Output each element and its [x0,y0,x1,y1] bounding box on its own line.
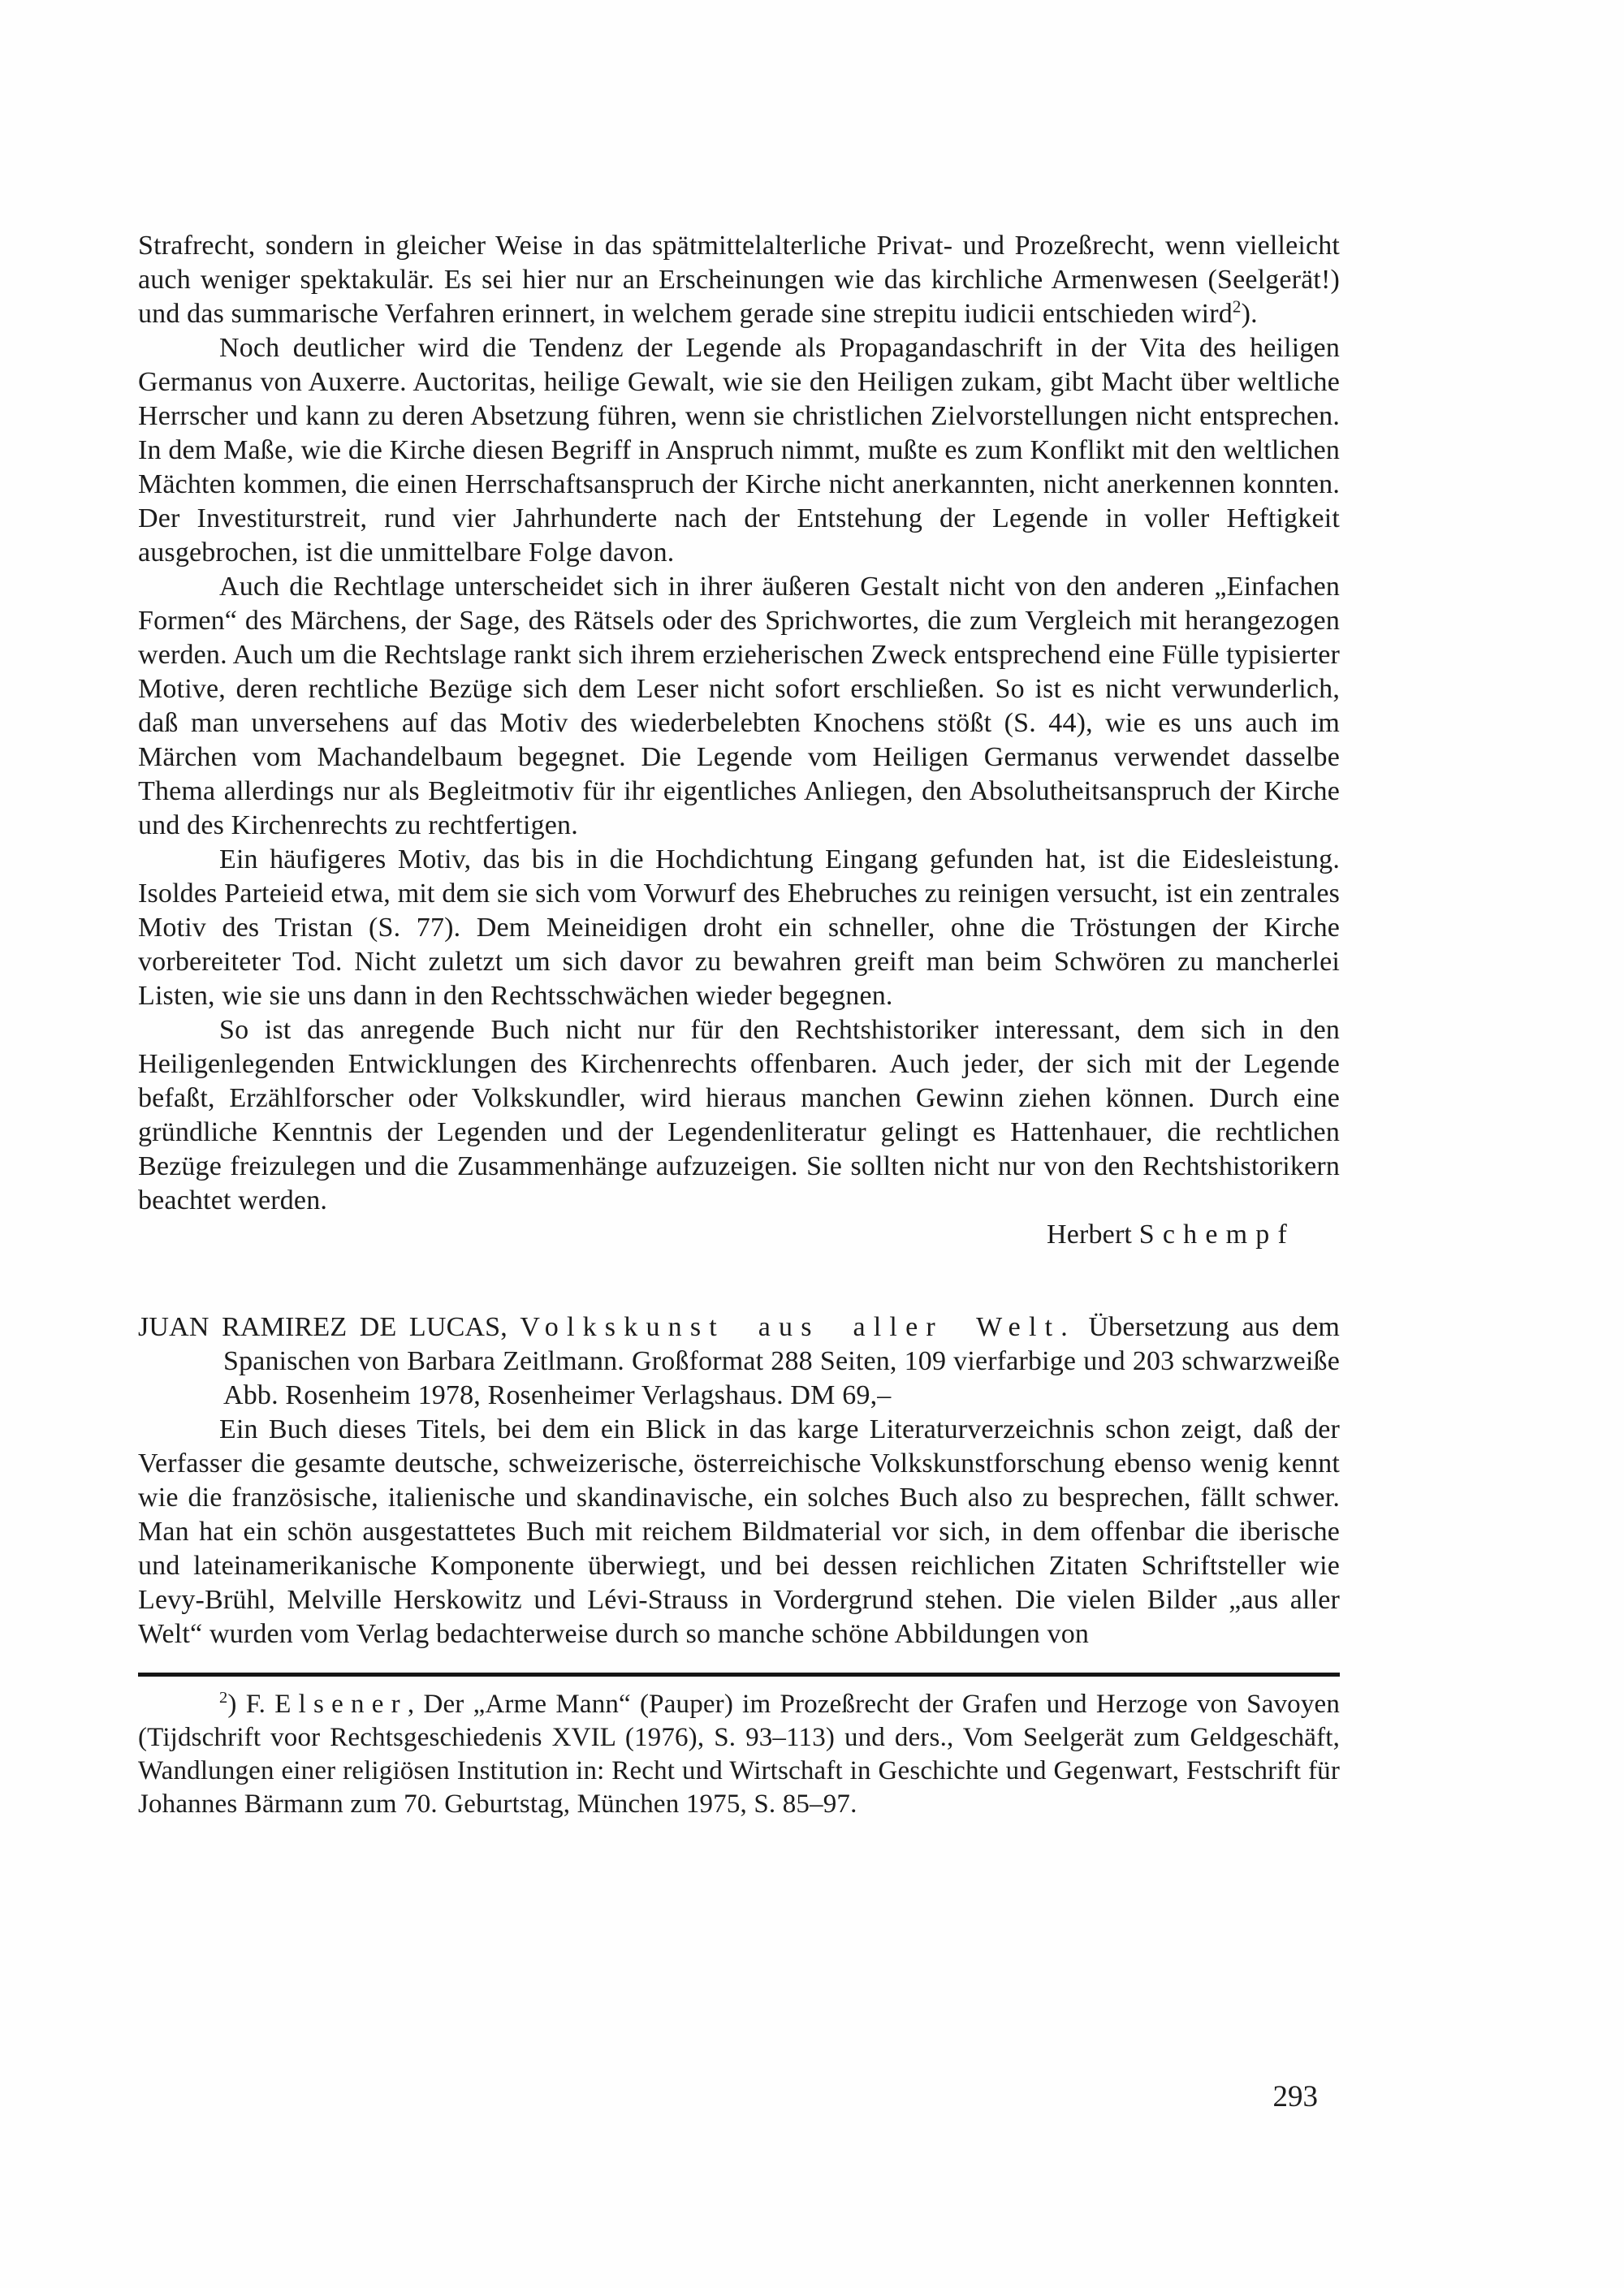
reviewer-given-name: Herbert [1047,1220,1133,1250]
reviewer-family-name: Schempf [1138,1220,1295,1250]
paragraph-fazit: So ist das anregende Buch nicht nur für den Rechtshistoriker interessant, dem sich in den Heiligenlegenden Entwicklungen des Kirchenrechts offenbaren. Auch jeder, der sich mit der Legende befaßt, Erzählforscher oder Volkskundler, wird hieraus manchen Gewinn ziehen können. Durch eine gründliche Kenntnis der Legenden und der Legendenliteratur gelingt es Hattenhauer, die rechtlichen Bezüge freizulegen und die Zusammenhänge aufzuzeigen. Sie sollten nicht nur von den Rechtshistorikern beachtet werden. [138,1015,1340,1215]
footnote-marker: 2 [219,1689,228,1707]
paragraph-rechtlage: Auch die Rechtlage unterscheidet sich in ihrer äußeren Gestalt nicht von den anderen „Einfachen Formen“ des Märchens, der Sage, des Rätsels oder des Sprichwortes, die zum Vergleich mit herangezogen werden. Auch um die Rechtslage rankt sich ihrem erzieherischen Zweck entsprechend eine Fülle typisierter Motive, deren rechtliche Bezüge sich dem Leser nicht sofort erschließen. So ist es nicht verwunderlich, daß man unversehens auf das Motiv des wiederbelebten Knochens stößt (S. 44), wie es uns auch im Märchen vom Machandelbaum begegnet. Die Legende vom Heiligen Germanus verwendet dasselbe Thema allerdings nur als Begleitmotiv für ihr eigentliches Anliegen, den Absolutheitsanspruch der Kirche und des Kirchenrechts zu rechtfertigen. [138,572,1340,840]
footnote-marker-paren: ) [227,1690,237,1719]
paragraph-vita-germanus: Noch deutlicher wird die Tendenz der Legende als Propagandaschrift in der Vita des heiligen Germanus von Auxerre. Auctoritas, heilige Gewalt, wie sie den Heiligen zukam, gibt Macht über weltliche Herrscher und kann zu deren Absetzung führen, wenn sie christlichen Zielvorstellungen nicht entsprechen. In dem Maße, wie die Kirche diesen Begriff in Anspruch nimmt, mußte es zum Konflikt mit den weltlichen Mächten kommen, die einen Herrschaftsanspruch der Kirche nicht anerkannten, nicht anerkennen konnten. Der Investiturstreit, rund vier Jahrhunderte nach der Entstehung der Legende in voller Heftigkeit ausgebrochen, ist die unmittelbare Folge davon. [138,333,1340,568]
footnote-divider [138,1673,1340,1677]
paragraph-continuation-text: Strafrecht, sondern in gleicher Weise in das spätmittelalterliche Privat- und Prozeßrecht, wenn vielleicht auch weniger spektakulär. Es sei hier nur an Erscheinungen wie das kirchliche Armenwesen (Seelgerät!) und das summarische Verfahren erinnert, in welchem gerade sine strepitu iudicii entschieden wird [138,231,1340,329]
footnote-reference-2: 2 [1232,296,1242,317]
reviewer-signature [138,1218,1340,1252]
review-bibliographic-details: Übersetzung aus dem Spanischen von Barbara Zeitlmann. Großformat 288 Seiten, 109 vierfarbige und 203 schwarzweiße Abb. Rosenheim 1978, Rosenheimer Verlagshaus. DM 69,– [223,1312,1341,1410]
page-number: 293 [1272,2080,1318,2113]
text-column [138,229,1340,1821]
review-author: JUAN RAMIREZ DE LUCAS, [138,1312,508,1342]
review-title: Volkskunst aus aller Welt. [520,1312,1076,1342]
paragraph-continuation-tail: ). [1241,299,1258,329]
paragraph-continuation [138,229,1340,331]
paragraph-ein-buch: Ein Buch dieses Titels, bei dem ein Blick in das karge Literaturverzeichnis schon zeigt, daß der Verfasser die gesamte deutsche, schweizerische, österreichische Volkskunstforschung ebenso wenig kennt wie die französische, italienische und skandinavische, ein solches Buch also zu besprechen, fällt schwer. Man hat ein schön ausgestattetes Buch mit reichem Bildmaterial vor sich, in dem offenbar die iberische und lateinamerikanische Komponente überwiegt, und bei dessen reichlichen Zitaten Schriftsteller wie Levy-Brühl, Melville Herskowitz und Lévi-Strauss in Vordergrund stehen. Die vielen Bilder „aus aller Welt“ wurden vom Verlag bedachterweise durch so manche schöne Abbildungen von [138,1414,1340,1649]
footnote-author-initial: F. [245,1690,266,1719]
footnote-2 [138,1688,1340,1821]
review-heading [138,1310,1340,1413]
footnote-author-name: Elsener [274,1690,408,1719]
paragraph-eidesleistung: Ein häufigeres Motiv, das bis in die Hochdichtung Eingang gefunden hat, ist die Eidesleistung. Isoldes Parteieid etwa, mit dem sie sich vom Vorwurf des Ehebruches zu reinigen versucht, ist ein zentrales Motiv des Tristan (S. 77). Dem Meineidigen droht ein schneller, ohne die Tröstungen der Kirche vorbereiteter Tod. Nicht zuletzt um sich davor zu bewahren greift man beim Schwören zu mancherlei Listen, wie sie uns dann in den Rechtsschwächen wieder begegnen. [138,844,1340,1011]
footnote-text: , Der „Arme Mann“ (Pauper) im Prozeßrecht der Grafen und Herzoge von Savoyen (Tijdschrift voor Rechtsgeschiedenis XVIL (1976), S. 93–113) und ders., Vom Seelgerät zum Geldgeschäft, Wandlungen einer religiösen Institution in: Recht und Wirtschaft in Geschichte und Gegenwart, Festschrift für Johannes Bärmann zum 70. Geburtstag, München 1975, S. 85–97. [138,1690,1341,1819]
